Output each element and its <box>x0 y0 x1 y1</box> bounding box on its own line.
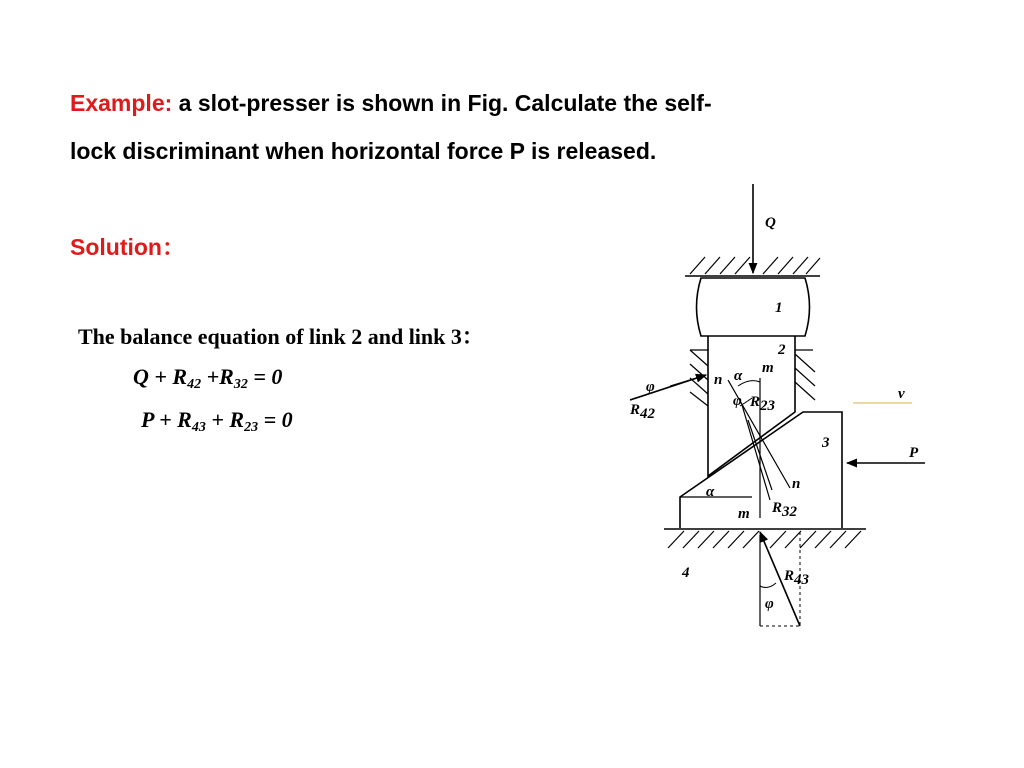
eq2-sub-b: 23 <box>244 420 259 435</box>
example-line-2: lock discriminant when horizontal force P is released. <box>70 138 657 164</box>
r23-line <box>742 405 770 500</box>
label-3: 3 <box>822 435 830 451</box>
r42-aux-line <box>670 375 706 386</box>
label-v: v <box>898 386 905 402</box>
eq2-part-a: P + R <box>141 407 192 432</box>
equation-2 <box>141 407 293 436</box>
eq1-sub-a: 42 <box>187 377 202 392</box>
label-n-top: n <box>714 372 723 388</box>
eq1-part-a: Q + R <box>133 364 188 389</box>
label-r32: R32 <box>772 500 798 520</box>
label-m-top: m <box>762 360 774 376</box>
label-2: 2 <box>778 342 786 358</box>
label-alpha-bottom: α <box>706 484 715 500</box>
label-alpha-top: α <box>734 368 743 384</box>
balance-intro: The balance equation of link 2 and link 3： <box>78 324 484 349</box>
example-line-1 <box>70 90 712 117</box>
link-1-body <box>697 278 810 336</box>
label-r42: R42 <box>630 402 656 422</box>
label-phi-left: φ <box>646 379 655 395</box>
eq1-part-c: = 0 <box>247 364 283 389</box>
label-n-bottom: n <box>792 476 801 492</box>
equation-1 <box>133 364 282 393</box>
eq2-part-c: = 0 <box>258 407 293 432</box>
phi-arc-bottom <box>760 583 776 587</box>
eq1-sub-b: 32 <box>233 377 248 392</box>
label-r43: R43 <box>784 568 810 588</box>
label-r23: R23 <box>750 394 776 414</box>
label-q: Q <box>765 215 776 231</box>
eq2-part-b: + R <box>205 407 245 432</box>
label-1: 1 <box>775 300 783 316</box>
example-text-1: a slot-presser is shown in Fig. Calculate the self- <box>172 90 712 116</box>
label-phi-bottom: φ <box>765 596 774 612</box>
label-p: P <box>909 445 919 461</box>
label-phi-mid: φ <box>733 393 742 409</box>
solution-label: Solution： <box>70 234 185 260</box>
example-label: Example: <box>70 90 173 116</box>
eq1-part-b: +R <box>201 364 234 389</box>
eq2-sub-a: 43 <box>191 420 206 435</box>
label-4: 4 <box>682 565 690 581</box>
label-m-bottom: m <box>738 506 750 522</box>
slot-presser-figure <box>600 175 930 635</box>
